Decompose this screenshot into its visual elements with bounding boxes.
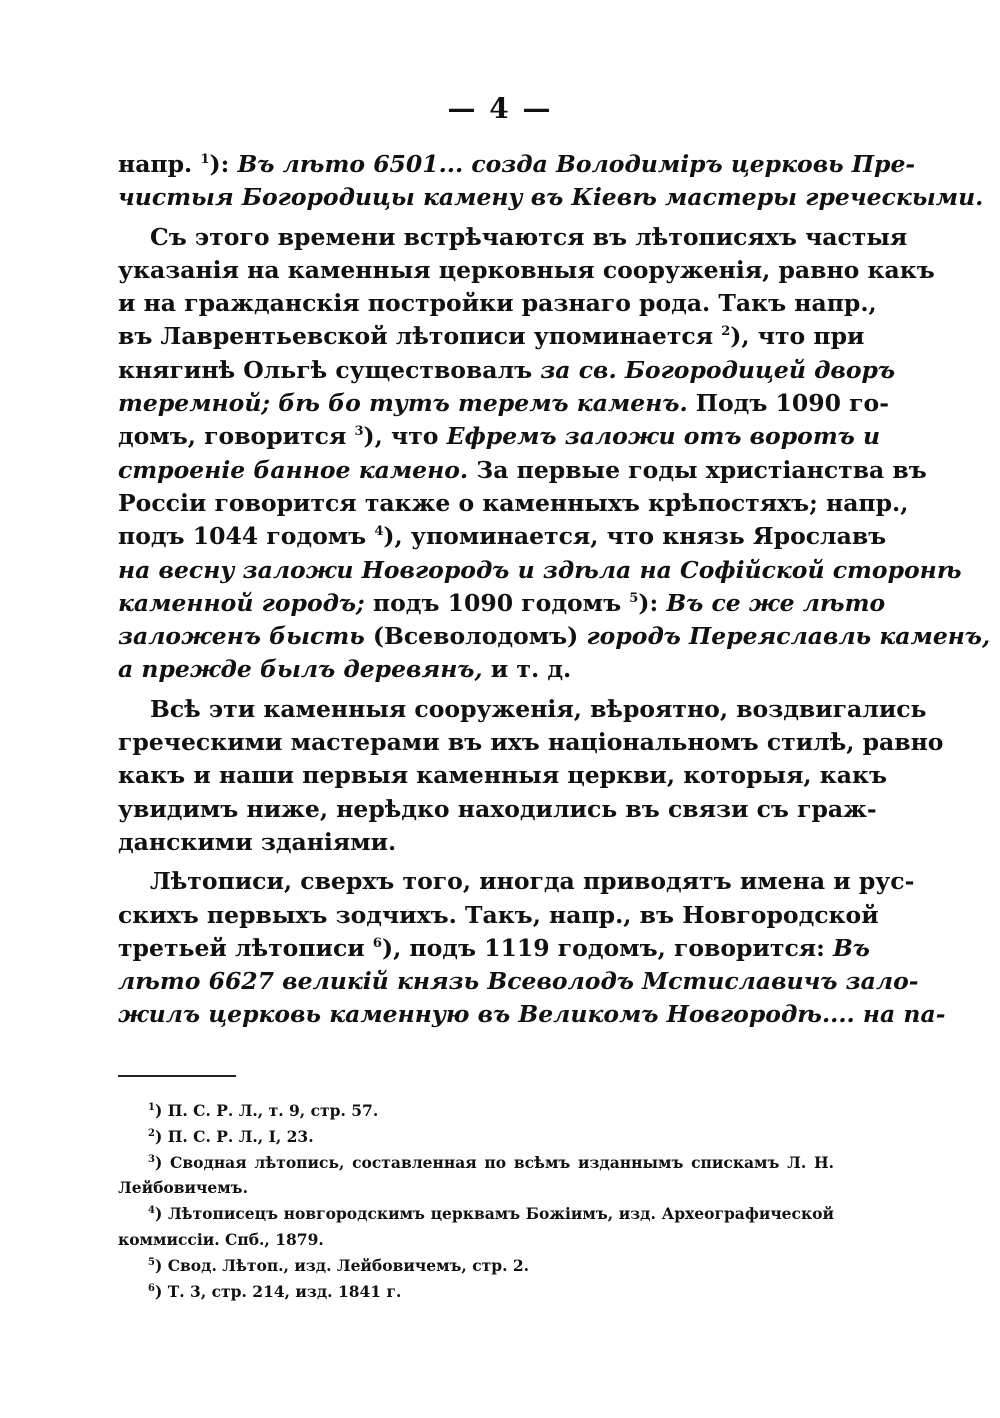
footnote-number: 1 <box>148 1102 155 1113</box>
footnote-paren: ) <box>154 1152 171 1172</box>
text-line <box>118 387 889 420</box>
italic-quote: заложенъ бысть <box>118 622 365 651</box>
footnote-number: 5 <box>148 1256 155 1268</box>
italic-quote: Въ <box>833 933 870 962</box>
text-run: ): <box>638 588 667 617</box>
italic-quote: на весну заложи Новгородъ и здѣла на Софійской сторонѣ <box>118 555 962 584</box>
italic-quote: городъ Переяславль каменъ, <box>586 622 991 651</box>
text-run: Россіи говорится также о каменныхъ крѣпостяхъ; напр., <box>118 488 909 517</box>
text-line <box>118 254 935 287</box>
text-run: Съ этого времени встрѣчаются въ лѣтописяхъ частыя <box>150 222 908 251</box>
footnote-reference: 1 <box>200 152 210 167</box>
text-run: ): <box>209 150 238 178</box>
italic-quote: Въ лѣто 6501... созда Володиміръ церковь Пре- <box>237 150 916 178</box>
italic-quote: каменной городъ; <box>118 588 365 617</box>
text-run: подъ 1090 годомъ <box>364 588 630 617</box>
footnote-paren: ) <box>154 1101 168 1120</box>
text-run: въ Лаврентьевской лѣтописи упоминается <box>118 322 722 351</box>
text-run: За первые годы христіанства въ <box>468 455 927 484</box>
footnote-text: П. С. Р. Л., I, 23. <box>167 1126 314 1146</box>
footnote-text: Свод. Лѣтоп., изд. Лейбовичемъ, стр. 2. <box>167 1255 530 1275</box>
footnote-reference: 3 <box>354 424 364 440</box>
footnote-number: 3 <box>148 1153 155 1165</box>
footnote-number: 6 <box>148 1282 155 1294</box>
text-run: Всѣ эти каменныя сооруженія, вѣроятно, воздвигались <box>150 694 927 723</box>
text-line <box>118 454 927 487</box>
footnote-line <box>118 1201 834 1227</box>
text-run: ), что при <box>730 322 865 351</box>
text-run: ), упоминается, что князь Ярославъ <box>383 522 887 551</box>
text-line <box>118 221 908 254</box>
text-run: и на гражданскія постройки разнаго рода. Такъ напр., <box>118 289 877 318</box>
footnote-reference: 5 <box>629 590 639 606</box>
footnote-reference: 2 <box>721 324 731 340</box>
text-run: увидимъ ниже, нерѣдко находились въ связи съ граж- <box>118 794 877 823</box>
footnote-line <box>118 1227 834 1253</box>
footnote-paren: ) <box>154 1255 168 1275</box>
footnote-line <box>118 1098 834 1124</box>
footnote-separator <box>118 1075 236 1077</box>
italic-quote: за св. Богородицей дворъ <box>540 355 896 384</box>
text-line <box>118 899 879 932</box>
text-run: княгинѣ Ольгѣ существовалъ <box>118 355 541 384</box>
text-line <box>118 287 877 320</box>
text-run: (Всеволодомъ) <box>364 622 587 651</box>
footnote-text: коммиссіи. Спб., 1879. <box>118 1229 324 1249</box>
text-line <box>118 354 896 387</box>
text-run: греческими мастерами въ ихъ національномъ стилѣ, равно <box>118 728 944 757</box>
italic-quote: жилъ церковь каменную въ Великомъ Новгородѣ.... на па- <box>118 1000 946 1029</box>
italic-quote: теремной; бѣ бо тутъ теремъ каменъ. <box>118 389 688 418</box>
footnote-text: Лейбовичемъ. <box>118 1178 248 1198</box>
text-line <box>118 587 886 620</box>
footnote-text: Лѣтописецъ новгородскимъ церквамъ Божіимъ, изд. Археографической <box>167 1204 834 1224</box>
text-run: Подъ 1090 го- <box>687 389 889 418</box>
italic-quote: лѣто 6627 великій князь Всеволодъ Мстиславичъ зало- <box>118 967 919 996</box>
text-line <box>118 620 991 653</box>
text-run: ), подъ 1119 годомъ, говорится: <box>381 933 834 962</box>
footnote-line <box>118 1124 834 1150</box>
text-line <box>118 181 984 214</box>
footnote-line <box>118 1150 834 1176</box>
text-run: подъ 1044 годомъ <box>118 522 375 551</box>
footnote-paren: ) <box>154 1204 168 1224</box>
page-number: — 4 — <box>447 92 553 125</box>
text-line <box>118 520 887 553</box>
footnote-paren: ) <box>154 1281 168 1301</box>
text-run: домъ, говорится <box>118 422 355 451</box>
footnote-number: 2 <box>148 1127 155 1139</box>
footnote-text: Т. 3, стр. 214, изд. 1841 г. <box>167 1281 402 1301</box>
text-run: напр. <box>118 150 201 178</box>
text-line <box>118 932 870 965</box>
footnotes <box>118 1098 834 1304</box>
text-line <box>118 320 865 353</box>
italic-quote: чистыя Богородицы камену въ Кіевѣ мастеры греческыми. <box>118 183 984 212</box>
footnote-reference: 6 <box>372 935 382 951</box>
text-run: какъ и наши первыя каменныя церкви, которыя, какъ <box>118 761 887 790</box>
text-line <box>118 998 946 1031</box>
text-line <box>118 420 881 453</box>
text-run: указанія на каменныя церковныя сооруженія, равно какъ <box>118 255 935 284</box>
footnote-number: 4 <box>148 1205 155 1217</box>
text-line <box>118 826 834 859</box>
text-line <box>118 759 887 792</box>
footnote-text: Сводная лѣтопись, составленная по всѣмъ изданнымъ спискамъ Л. Н. <box>170 1152 835 1172</box>
text-line <box>118 653 834 686</box>
italic-quote: а прежде былъ деревянъ, <box>118 655 483 684</box>
footnote-text: П. С. Р. Л., т. 9, стр. 57. <box>167 1101 379 1120</box>
text-run: данскими зданіями. <box>118 827 397 856</box>
text-line <box>118 693 927 726</box>
footnote-line <box>118 1253 834 1279</box>
text-run: скихъ первыхъ зодчихъ. Такъ, напр., въ Новгородской <box>118 900 879 929</box>
italic-quote: Ефремъ заложи отъ воротъ и <box>446 422 881 451</box>
text-line <box>118 793 877 826</box>
text-line <box>118 865 915 898</box>
text-line <box>118 554 962 587</box>
footnote-reference: 4 <box>374 524 384 540</box>
text-run: Лѣтописи, сверхъ того, иногда приводятъ имена и рус- <box>150 867 915 896</box>
footnote-line <box>118 1279 834 1305</box>
text-line <box>118 148 916 181</box>
text-line <box>118 487 909 520</box>
text-run: и т. д. <box>482 655 572 684</box>
footnote-paren: ) <box>154 1126 168 1146</box>
footnote-line <box>118 1175 834 1201</box>
text-run: третьей лѣтописи <box>118 933 373 962</box>
italic-quote: Въ се же лѣто <box>666 588 886 617</box>
text-line <box>118 965 919 998</box>
text-run: ), что <box>363 422 447 451</box>
main-text <box>118 148 991 1032</box>
text-line <box>118 726 944 759</box>
italic-quote: строеніе банное камено. <box>118 455 469 484</box>
